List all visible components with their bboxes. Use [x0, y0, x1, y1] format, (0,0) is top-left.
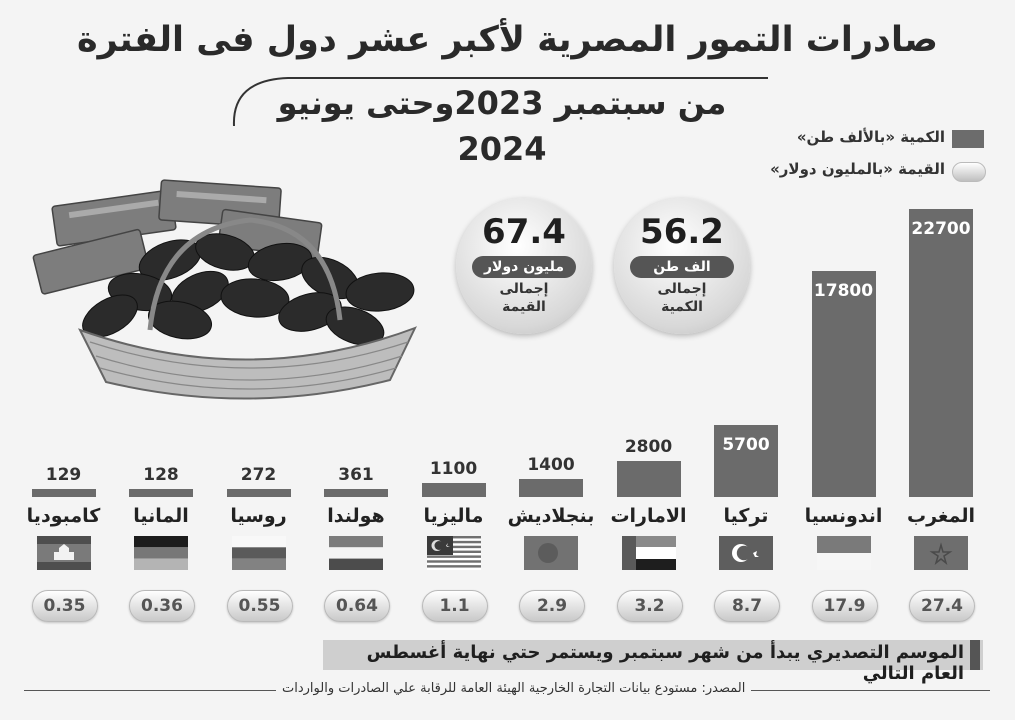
country-label-malaysia: ماليزيا — [423, 505, 484, 527]
quantity-label-turkey: 5700 — [722, 434, 770, 455]
kpi-total-quantity-number: 56.2 — [640, 212, 724, 252]
kpi-total-value-caption-line1: إجمالى — [499, 281, 549, 297]
flag-turkey-icon — [719, 536, 773, 570]
flag-cambodia-icon — [37, 536, 91, 570]
bar-indonesia — [812, 271, 876, 497]
footer-note: الموسم التصديري يبدأ من شهر سبتمبر ويستمر حتي نهاية أغسطس العام التالي — [366, 642, 964, 684]
value-pill-turkey: 8.7 — [714, 590, 780, 622]
flag-morocco-icon — [914, 536, 968, 570]
legend-quantity-label: الكمية «بالألف طن» — [796, 128, 945, 146]
country-label-uae: الامارات — [610, 505, 687, 527]
bar-netherlands — [324, 489, 388, 497]
quantity-label-uae: 2800 — [624, 437, 673, 458]
kpi-total-value-caption — [456, 280, 592, 316]
dates-basket-illustration — [10, 170, 430, 410]
flag-russia-icon — [232, 536, 286, 570]
quantity-label-morocco: 22700 — [911, 219, 971, 239]
quantity-label-cambodia: 129 — [45, 465, 82, 485]
value-pill-germany: 0.36 — [129, 590, 195, 622]
legend-value-swatch — [952, 162, 986, 182]
kpi-total-quantity-caption-line1: إجمالى — [657, 281, 707, 297]
bar-bangladesh — [519, 479, 583, 497]
kpi-total-quantity-unit: الف طن — [630, 256, 734, 278]
bar-germany — [129, 489, 193, 497]
footer-note-accent — [970, 640, 980, 670]
value-pill-indonesia: 17.9 — [812, 590, 878, 622]
value-pill-malaysia: 1.1 — [422, 590, 488, 622]
bar-malaysia — [422, 483, 486, 497]
kpi-total-value — [456, 198, 592, 334]
bar-cambodia — [32, 489, 96, 497]
value-pill-morocco: 27.4 — [909, 590, 975, 622]
source-text: المصدر: مستودع بيانات التجارة الخارجية الهيئة العامة للرقابة علي الصادرات والواردات — [276, 681, 751, 696]
flag-netherlands-icon — [329, 536, 383, 570]
kpi-total-quantity — [614, 198, 750, 334]
quantity-label-bangladesh: 1400 — [527, 455, 575, 476]
kpi-total-value-caption-line2: القيمة — [502, 299, 546, 315]
kpi-total-quantity-caption — [614, 280, 750, 316]
kpi-total-value-unit: مليون دولار — [472, 256, 576, 278]
quantity-label-russia: 272 — [240, 465, 277, 485]
legend-quantity-swatch — [952, 130, 984, 148]
bar-uae — [617, 461, 681, 497]
country-label-turkey: تركيا — [723, 505, 769, 527]
kpi-total-quantity-caption-line2: الكمية — [661, 299, 703, 315]
country-label-indonesia: اندونسيا — [804, 505, 883, 527]
country-label-germany: المانيا — [133, 505, 189, 527]
value-pill-netherlands: 0.64 — [324, 590, 390, 622]
value-pill-cambodia: 0.35 — [32, 590, 98, 622]
country-label-cambodia: كامبوديا — [26, 505, 101, 527]
flag-germany-icon — [134, 536, 188, 570]
quantity-label-netherlands: 361 — [338, 465, 374, 485]
bar-morocco — [909, 209, 973, 497]
bar-russia — [227, 489, 291, 497]
kpi-total-value-number: 67.4 — [482, 212, 566, 252]
flag-bangladesh-icon — [524, 536, 578, 570]
quantity-label-malaysia: 1100 — [429, 459, 478, 480]
country-label-bangladesh: بنجلاديش — [507, 505, 595, 527]
country-label-russia: روسيا — [230, 505, 287, 527]
value-pill-bangladesh: 2.9 — [519, 590, 585, 622]
legend-value-label: القيمة «بالمليون دولار» — [770, 160, 945, 178]
chart-title: صادرات التمور المصرية لأكبر عشر دول فى الفترة — [77, 20, 938, 60]
quantity-label-germany: 128 — [143, 465, 179, 485]
flag-indonesia-icon — [817, 536, 871, 570]
flag-malaysia-icon — [427, 536, 481, 570]
value-pill-uae: 3.2 — [617, 590, 683, 622]
flag-uae-icon — [622, 536, 676, 570]
quantity-label-indonesia: 17800 — [813, 281, 874, 302]
value-pill-russia: 0.55 — [227, 590, 293, 622]
country-label-morocco: المغرب — [906, 505, 976, 527]
chart-subtitle: من سبتمبر 2023وحتى يونيو 2024 — [277, 84, 727, 168]
country-label-netherlands: هولندا — [327, 505, 385, 527]
